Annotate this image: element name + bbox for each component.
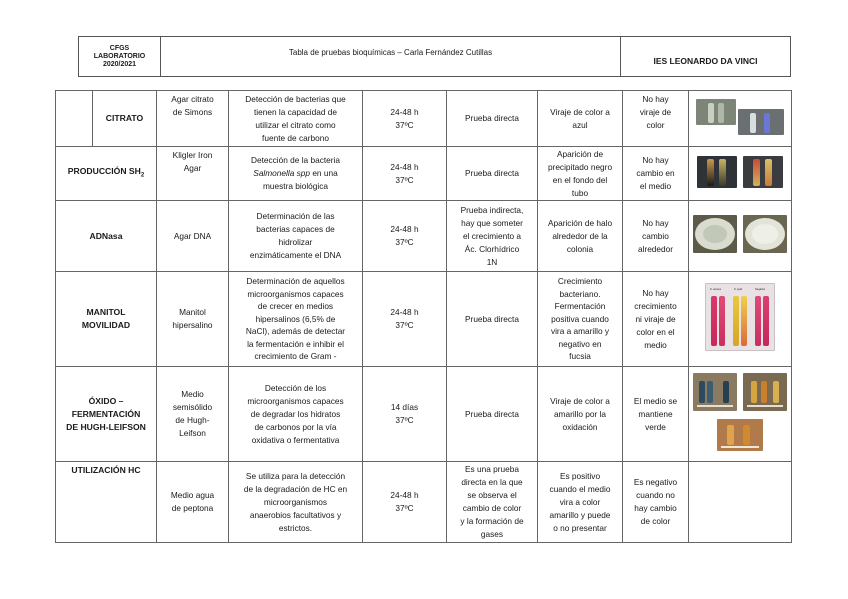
purpose-cell (229, 462, 363, 543)
purpose-line: Se utiliza para la detección (245, 470, 346, 481)
medium-cell (157, 367, 229, 462)
positive-line: Es positivo (559, 470, 601, 481)
medium-line: Kligler Iron (172, 150, 213, 160)
time-line: 24-48 h (390, 307, 419, 317)
positive-line: Viraje de color a (550, 395, 610, 406)
school-name (621, 37, 790, 76)
negative-line: color (646, 120, 665, 130)
negative-line: ni viraje de (635, 313, 676, 324)
time-line: 14 días (390, 402, 419, 412)
purpose-line: microorganismos capaces (247, 288, 344, 299)
negative-line: Es negativo (633, 477, 678, 487)
purpose-line: NaCl), además de detectar (245, 326, 346, 337)
medium-line: Agar (183, 163, 202, 173)
positive-cell (538, 91, 623, 147)
table-row (56, 201, 792, 272)
type-line: Es una prueba (465, 464, 519, 474)
biochemical-tests-table (55, 90, 792, 543)
table-row (56, 147, 792, 201)
negative-cell (623, 272, 689, 367)
empty-photo-cell (689, 462, 792, 543)
positive-line: amarillo y puede (549, 509, 611, 520)
purpose-line: bacterias capaces de (256, 224, 335, 234)
course-line: CFGS (109, 44, 130, 52)
negative-line: viraje de (639, 107, 672, 117)
negative-line: No hay (642, 287, 669, 298)
purpose-line: microorganismos (263, 496, 328, 507)
negative-line: alrededor (637, 243, 674, 254)
test-name: CITRATO (105, 113, 144, 123)
positive-line: tubo (571, 187, 589, 198)
negative-line: hay cambio (634, 503, 677, 513)
hugh-leifson-photo (693, 373, 737, 411)
medium-line: de peptona (171, 503, 214, 513)
type-cell (447, 201, 538, 272)
medium-line: Agar DNA (173, 230, 212, 241)
document-header (78, 36, 791, 77)
medium-line: semisólido (172, 402, 213, 412)
purpose-line: muestra biológica (262, 181, 329, 191)
type-line: Prueba indirecta, (460, 204, 524, 215)
dnase-plate-photo (693, 215, 737, 253)
time-line: 24-48 h (390, 224, 419, 234)
negative-line: el medio (639, 181, 672, 191)
type-line: se observa el (467, 490, 517, 500)
positive-line: en el fondo del (552, 174, 608, 185)
positive-line: fucsia (569, 351, 591, 362)
purpose-line: hidrolizar (278, 237, 313, 247)
positive-line: Fermentación (554, 301, 606, 312)
medium-line: Leifson (179, 428, 206, 438)
time-line: 37ºC (395, 237, 414, 247)
type-line: cambio de color (462, 503, 522, 513)
test-name: UTILIZACIÓN HC (71, 465, 141, 475)
time-line: 37ºC (395, 320, 414, 330)
purpose-line: anaerobios facultativos y (249, 509, 342, 520)
school-name-text: IES LEONARDO DA VINCI (653, 55, 758, 66)
positive-line: vira a color (559, 496, 601, 507)
mannitol-tubes-photo (705, 283, 775, 351)
photo-cell (689, 147, 792, 201)
time-line: 37ºC (395, 503, 414, 513)
purpose-line: de crecer en medios (257, 301, 334, 312)
purpose-line: fuente de carbono (262, 132, 329, 143)
test-name: ÓXIDO – (88, 395, 124, 406)
test-name: MOVILIDAD (81, 320, 131, 330)
type-line: directa en la que (461, 477, 523, 487)
positive-cell (538, 462, 623, 543)
document-title (161, 37, 621, 76)
time-line: 37ºC (395, 415, 414, 425)
type-cell (447, 91, 538, 147)
time-cell (363, 272, 447, 367)
purpose-line: Determinación de aquellos (246, 276, 345, 287)
table-row (56, 272, 792, 367)
photo-caption: S. aureus (710, 288, 722, 291)
negative-line: mantiene (638, 408, 673, 419)
purpose-line: oxidativa o fermentativa (251, 434, 340, 445)
positive-line: cuando el medio (549, 483, 611, 494)
time-cell (363, 91, 447, 147)
purpose-line: Detección de bacterias que (245, 93, 346, 104)
negative-line: No hay (642, 94, 669, 104)
negative-line: medio (644, 339, 667, 350)
table-row (56, 367, 792, 462)
negative-line: cambio en (636, 168, 675, 178)
positive-line: bacteriano. (559, 288, 601, 299)
positive-line: oxidación (562, 421, 598, 432)
type-line: y la formación de (460, 516, 524, 526)
purpose-line: de carbonos por la vía (254, 421, 337, 432)
time-line: 24-48 h (390, 106, 419, 117)
medium-line: Medio (181, 389, 204, 399)
positive-line: vira a amarillo y (550, 326, 610, 337)
purpose-line: Detección de la bacteria (250, 155, 340, 165)
citrate-tubes-photo (738, 109, 784, 135)
negative-cell (623, 147, 689, 201)
photo-cell (689, 367, 792, 462)
purpose-line: microorganismos capaces (247, 395, 344, 406)
purpose-cell (229, 367, 363, 462)
negative-line: cambio (642, 230, 669, 241)
positive-line: o no presentar (553, 522, 607, 533)
time-cell (363, 367, 447, 462)
document-title-text: Tabla de pruebas bioquímicas – Carla Fernández Cutillas (288, 48, 493, 57)
type-line: Prueba directa (465, 313, 519, 324)
type-line: hay que someter (461, 217, 523, 228)
positive-line: precipitado negro (547, 161, 613, 172)
positive-cell (538, 367, 623, 462)
photo-cell (689, 201, 792, 272)
negative-line: crecimiento (634, 300, 677, 311)
positive-line: azul (572, 119, 588, 130)
type-cell (447, 272, 538, 367)
type-line: Prueba directa (465, 168, 519, 178)
test-name: DE HUGH-LEIFSON (66, 421, 146, 432)
negative-line: No hay (642, 217, 669, 228)
hugh-leifson-photo (717, 419, 763, 451)
type-cell (447, 367, 538, 462)
purpose-line: en una (310, 168, 338, 178)
photo-caption: Negativo (755, 288, 766, 291)
type-line: Prueba directa (465, 408, 519, 419)
purpose-cell (229, 201, 363, 272)
medium-line: hipersalino (172, 320, 213, 330)
empty-cell (56, 91, 93, 147)
test-name-cell (56, 147, 157, 201)
test-name: FERMENTACIÓN (71, 408, 141, 419)
sh2-tube-photo (743, 156, 783, 188)
positive-line: Crecimiento (557, 276, 603, 287)
medium-line: Medio agua (170, 490, 215, 500)
type-cell (447, 462, 538, 543)
positive-line: negativo en (558, 338, 602, 349)
test-name-cell (56, 462, 157, 543)
purpose-cell (229, 272, 363, 367)
test-name: MANITOL (86, 307, 126, 317)
positive-cell (538, 147, 623, 201)
time-line: 37ºC (395, 119, 414, 130)
purpose-line: estrictos. (278, 522, 313, 533)
purpose-line: Detección de los (264, 382, 327, 393)
purpose-line: de la degradación de HC en (243, 483, 348, 494)
negative-line: No hay (642, 155, 669, 165)
test-name: ADNasa (89, 230, 123, 241)
test-name-cell (56, 272, 157, 367)
purpose-line: de degradar los hidratos (250, 408, 341, 419)
medium-cell (157, 462, 229, 543)
negative-line: El medio se (633, 395, 678, 406)
course-line: 2020/2021 (102, 60, 137, 68)
medium-cell (157, 91, 229, 147)
time-cell (363, 201, 447, 272)
purpose-line: hipersalinos (6,5% de (255, 313, 336, 324)
negative-cell (623, 201, 689, 272)
positive-cell (538, 272, 623, 367)
time-line: 24-48 h (390, 161, 419, 172)
type-line: gases (480, 529, 504, 539)
positive-line: alrededor de la (552, 230, 608, 241)
table-row (56, 91, 792, 147)
table-row (56, 462, 792, 543)
sh2-tube-photo (697, 156, 737, 188)
type-line: 1N (486, 256, 498, 267)
type-line: el crecimiento a (462, 230, 522, 241)
medium-line: de Simons (172, 107, 213, 117)
type-line: Ác. Clorhídrico (464, 243, 520, 254)
medium-cell (157, 201, 229, 272)
positive-line: colonia (566, 243, 594, 254)
negative-line: color en el (636, 326, 675, 337)
test-name-cell (93, 91, 157, 147)
purpose-line: tienen la capacidad de (253, 106, 338, 117)
positive-line: positiva cuando (551, 313, 609, 324)
course-line: LABORATORIO (93, 52, 146, 60)
purpose-cell (229, 147, 363, 201)
medium-line: Agar citrato (171, 94, 214, 104)
negative-line: verde (645, 421, 666, 432)
positive-line: Viraje de color a (550, 106, 610, 117)
photo-caption: S. epid. (734, 288, 743, 291)
citrate-tubes-photo (696, 99, 736, 125)
photo-cell (689, 272, 792, 367)
purpose-italic: Salmonella spp (253, 168, 311, 178)
time-line: 37ºC (395, 174, 414, 185)
course-label (79, 37, 161, 76)
test-name: PRODUCCIÓN SH (67, 165, 141, 176)
positive-line: Aparición de halo (547, 217, 613, 228)
type-cell (447, 147, 538, 201)
purpose-line: enzimáticamente el DNA (249, 250, 342, 260)
hugh-leifson-photo (743, 373, 787, 411)
medium-line: Manitol (179, 307, 206, 317)
medium-line: de Hugh- (175, 415, 210, 425)
test-name-subscript: 2 (140, 172, 145, 179)
test-name-cell (56, 201, 157, 272)
negative-line: de color (640, 516, 671, 526)
test-name-cell (56, 367, 157, 462)
purpose-cell (229, 91, 363, 147)
negative-cell (623, 367, 689, 462)
time-cell (363, 462, 447, 543)
dnase-plate-photo (743, 215, 787, 253)
negative-line: cuando no (636, 490, 675, 500)
purpose-line: Determinación de las (256, 211, 335, 221)
type-line: Prueba directa (465, 113, 519, 123)
medium-cell (157, 147, 229, 201)
purpose-line: la fermentación e inhibir el (247, 338, 344, 349)
photo-cell (689, 91, 792, 147)
negative-cell (623, 91, 689, 147)
medium-cell (157, 272, 229, 367)
negative-cell (623, 462, 689, 543)
purpose-line: crecimiento de Gram - (254, 351, 337, 362)
time-cell (363, 147, 447, 201)
time-line: 24-48 h (390, 490, 419, 500)
positive-line: Aparición de (556, 148, 604, 159)
positive-line: amarillo por la (553, 408, 607, 419)
purpose-line: utilizar el citrato como (255, 119, 336, 130)
positive-cell (538, 201, 623, 272)
